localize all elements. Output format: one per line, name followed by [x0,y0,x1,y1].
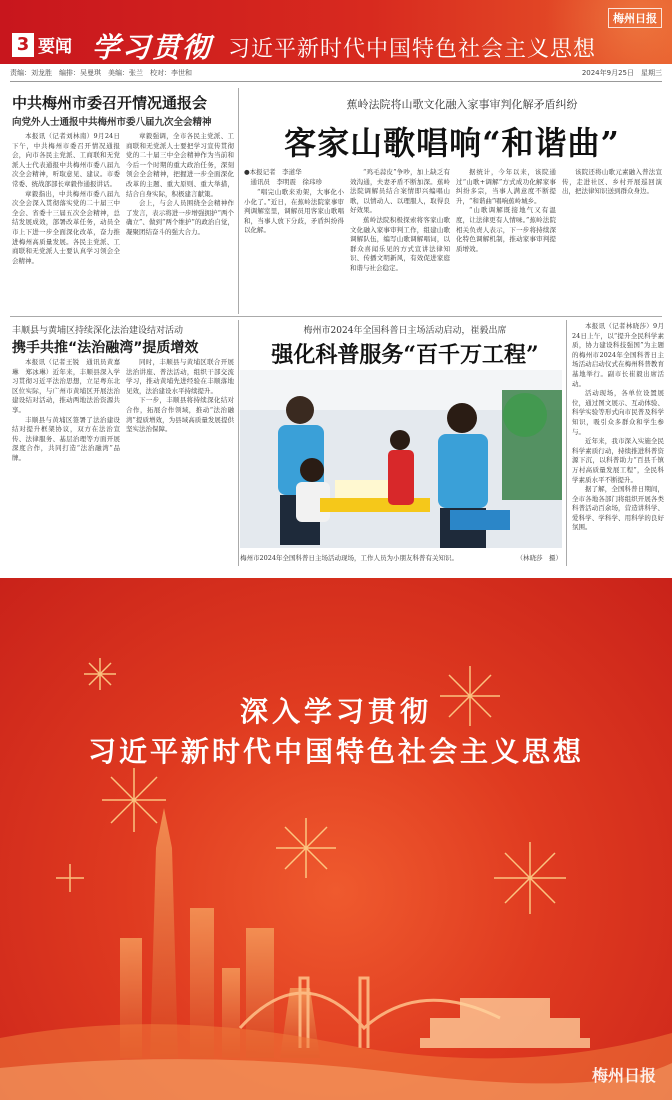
article2-body-col4 [562,168,662,312]
article2-kicker: 蕉岭法院将山歌文化融入家事审判化解矛盾纠纷 [346,98,578,111]
article2-paragraph: “鸡毛蒜皮”争吵，加上缺乏有效沟通，夫妻矛盾不断加深。蕉岭法院调解员结合案情即兴编唱山歌，以情动人、以理服人，取得良好效果。 [350,168,450,215]
article4-photo [240,370,562,548]
article4-kicker: 梅州市2024年全国科普日主场活动启动，崔毅出席 [303,326,507,336]
column-title: 学习贯彻 [92,31,213,64]
article3-headline: 携手共推“法治融湾”提质增效 [12,340,199,356]
photo-credit: （林晓莎 摄） [516,554,562,562]
newspaper-logo: 梅州日报 [608,8,662,28]
article1-subhead: 向党外人士通报中共梅州市委八届九次全会精神 [12,117,212,128]
article2-headline: 客家山歌唱响“和谐曲” [284,124,620,162]
article1-paragraph: 章毅强调，全市各民主党派、工商联和无党派人士要把学习宣传贯彻党的二十届三中全会精神作为当前和今后一个时期的重大政治任务，深刻领会全会精神，把握进一步全面深化改革的主题、重大原则、重大举措，结合自身实际，积极建言献策。 [126,132,234,198]
article2-body-col3 [456,168,556,312]
page-number: 3 [12,33,34,57]
editor-credits: 责编：刘龙胜 编排：吴曼琪 美编：张兰 校对：李世和 [10,69,192,77]
article2-byline-line: ●本报记者 李道华 [244,168,302,176]
page-indicator [12,32,72,57]
column-divider [238,88,239,314]
article2-byline [244,168,344,187]
section-divider [10,316,662,317]
column-theme: 习近平新时代中国特色社会主义思想 [228,37,597,62]
article4-headline: 强化科普服务“百千万工程” [271,342,539,368]
article4-paragraph: 据了解，全国科普日期间，全市各地各部门将组织开展各类科普活动百余场，营造讲科学、爱科学、学科学、用科学的良好氛围。 [572,485,664,532]
article3-paragraph: 丰顺县与黄埔区签署了法治建设结对提升框架协议，双方在法治宣传、法律服务、基层治理等方面开展深度合作，共同打造“法治融湾”品牌。 [12,415,120,462]
article1-paragraph: 章毅指出，中共梅州市委八届九次全会深入贯彻落实党的二十届三中全会、省委十三届五次全会精神，总结发展成效，部署改革任务，动员全市上下进一步全面深化改革，奋力推进梅州高质量发展。各民主党派、工商联和无党派人士要认真学习领会全会精神。 [12,189,120,265]
column-divider [566,320,567,566]
science-day-photo-illustration [240,370,562,548]
page-section-name: 要闻 [38,37,72,57]
article3-paragraph: 本报讯（记者王锐 通讯员黄嘉琳 郑冰琳）近年来，丰顺县深入学习贯彻习近平法治思想，立足粤东北区位实际，与广州市黄埔区开展法治建设结对活动，推动两地法治资源共享。 [12,358,120,414]
editor-strip [10,68,662,82]
article3-kicker: 丰顺县与黄埔区持续深化法治建设结对活动 [12,326,184,336]
article1-paragraph: 会上，与会人员围绕全会精神作了发言，表示将进一步增强拥护“两个确立”、做到“两个维护”的政治自觉，凝聚团结奋斗的强大合力。 [126,199,234,236]
article3-body-col1 [12,358,120,564]
propaganda-poster [0,578,672,1100]
poster-title-line2: 习近平新时代中国特色社会主义思想 [87,735,584,768]
article2-paragraph: 该院还将山歌元素融入普法宣传，走进社区、乡村开展巡回演出，把法律知识送到群众身边。 [562,168,662,196]
newspaper-watermark: 梅州日报 [591,1066,656,1085]
article4-paragraph: 近年来，我市深入实施全民科学素质行动，持续推进科普资源下沉，以科普助力“百县千镇万村高质量发展工程”，全民科学素质水平不断提升。 [572,437,664,484]
article3-paragraph: 同时，丰顺县与黄埔区联合开展法治讲座、普法活动，组织干部交流学习，推动黄埔先进经验在丰顺落地见效，法治建设水平持续提升。 [126,358,234,395]
article4-body [572,322,664,566]
article2-byline-line: 通讯员 李明震 徐玮珍 [244,177,322,186]
article4-paragraph: 活动现场，各单位设置展位，通过图文展示、互动体验、科学实验等形式向市民普及科学知识，吸引众多群众和学生参与。 [572,389,664,436]
article1-paragraph: 本报讯（记者刘林南）9月24日下午，中共梅州市委召开情况通报会，向市各民主党派、工商联和无党派人士代表通报中共梅州市委八届九次全会精神，听取意见、建议。市委常委、统战部部长章毅作通报讲话。 [12,132,120,188]
page-header-banner [0,0,672,64]
article1-body-col2 [126,132,234,312]
article3-paragraph: 下一步，丰顺县将持续深化结对合作，拓展合作领域，推动“法治融湾”提质增效，为县域高质量发展提供坚实法治保障。 [126,396,234,434]
article2-body-col1 [244,188,344,312]
article2-body-col2 [350,168,450,312]
poster-title-line1: 深入学习贯彻 [239,695,432,728]
column-divider [238,320,239,566]
article1-body-col1 [12,132,120,312]
poster-city-illustration [0,578,672,1100]
article2-paragraph: 蕉岭法院积极探索将客家山歌文化融入家事审判工作，组建山歌调解队伍，编写山歌调解唱词，以群众喜闻乐见的方式宣讲法律知识、传播文明新风，有效促进家庭和谐与社会稳定。 [350,215,450,272]
article3-body-col2 [126,358,234,564]
article1-headline: 中共梅州市委召开情况通报会 [12,94,208,112]
article2-paragraph: “山歌调解既接地气又有温度，让法律更有人情味。”蕉岭法院相关负责人表示，下一步将持续深化特色调解机制，推动家事审判提质增效。 [456,206,556,253]
article4-photo-caption [240,553,562,562]
photo-caption-text: 梅州市2024年全国科普日主场活动现场，工作人员为小朋友科普有关知识。 [240,554,459,562]
article2-paragraph: “唱完山歌来劝架，大事化小小化了。”近日，在蕉岭法院家事审判调解室里，调解员用客家山歌唱和，当事人放下分歧，矛盾纠纷得以化解。 [244,188,344,235]
article4-paragraph: 本报讯（记者林晓莎）9月24日上午，以“提升全民科学素质，协力建设科技强国”为主题的梅州市2024年全国科普日主场活动启动仪式在梅州科普教育基地举行。副市长崔毅出席活动。 [572,322,664,388]
article2-paragraph: 据统计，今年以来，该院通过“山歌+调解”方式成功化解家事纠纷多宗，当事人满意度不断提升，“和谐曲”唱响蕉岭城乡。 [456,168,556,205]
issue-date: 2024年9月25日 星期三 [581,69,662,77]
